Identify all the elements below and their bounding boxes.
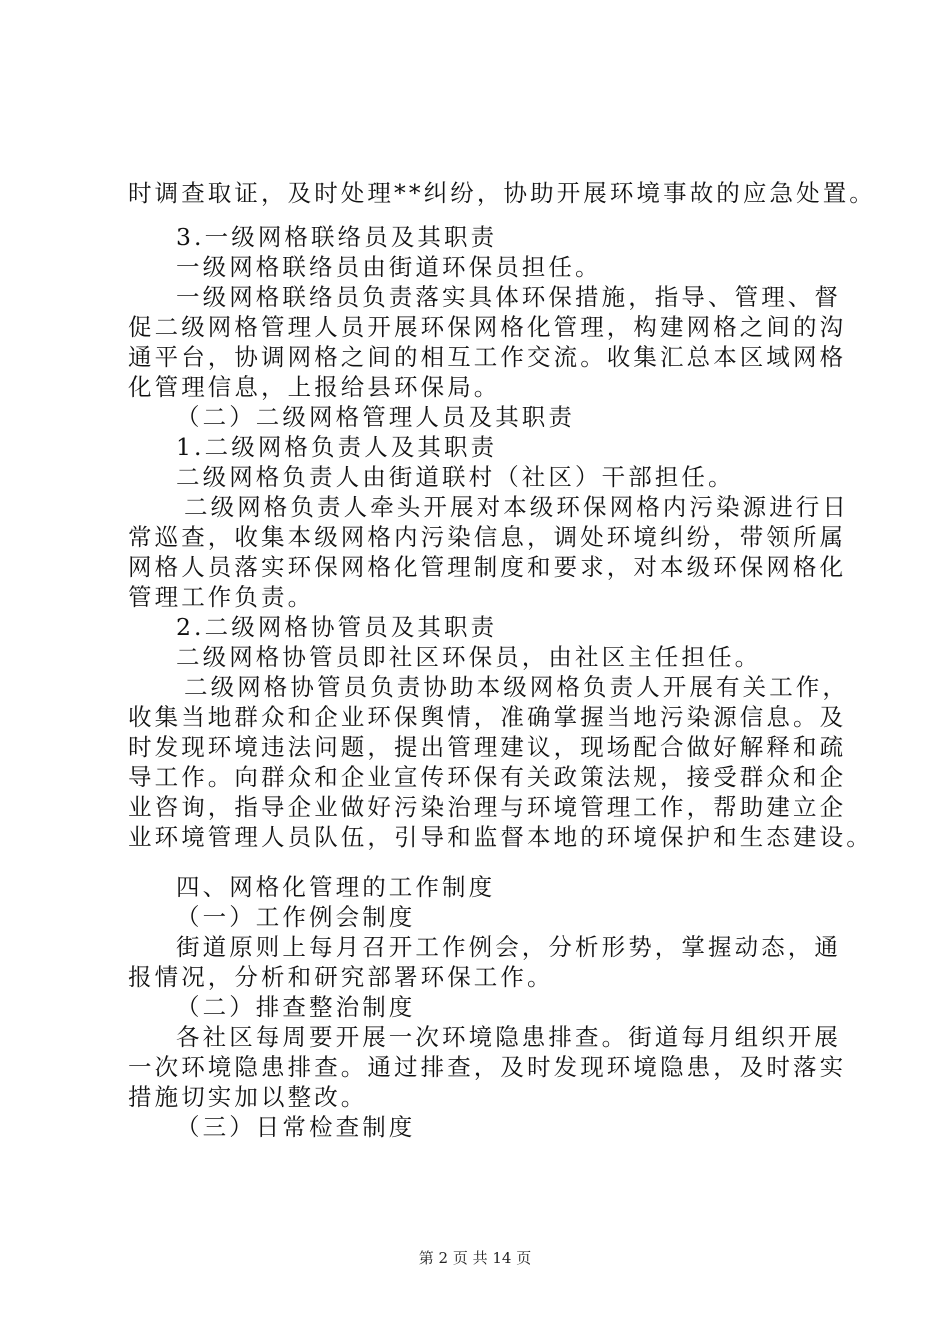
section-heading: 1.二级网格负责人及其职责 bbox=[176, 433, 498, 461]
section-heading: （一）工作例会制度 bbox=[176, 903, 416, 931]
text-line: 二级网格负责人由街道联村（社区）干部担任。 bbox=[176, 463, 735, 491]
text-line: 网格人员落实环保网格化管理制度和要求，对本级环保网格化 bbox=[128, 553, 847, 581]
document-body bbox=[128, 178, 876, 1142]
section-heading: 3.一级网格联络员及其职责 bbox=[176, 223, 498, 251]
section-heading: （三）日常检查制度 bbox=[176, 1113, 416, 1141]
text-line: 业环境管理人员队伍，引导和监督本地的环境保护和生态建设。 bbox=[128, 823, 873, 851]
text-line: 时调查取证，及时处理**纠纷，协助开展环境事故的应急处置。 bbox=[128, 179, 876, 207]
paragraph-first-line: 二级网格负责人牵头开展对本级环保网格内污染源进行日 bbox=[184, 493, 849, 521]
paragraph-first-line: 街道原则上每月召开工作例会，分析形势，掌握动态，通 bbox=[176, 933, 841, 961]
text-line: 收集当地群众和企业环保舆情，准确掌握当地污染源信息。及 bbox=[128, 703, 847, 731]
text-line: 一次环境隐患排查。通过排查，及时发现环境隐患，及时落实 bbox=[128, 1053, 847, 1081]
paragraph-first-line: 二级网格协管员负责协助本级网格负责人开展有关工作， bbox=[184, 673, 849, 701]
text-line: 二级网格协管员即社区环保员，由社区主任担任。 bbox=[176, 643, 762, 671]
section-heading: 2.二级网格协管员及其职责 bbox=[176, 613, 498, 641]
text-line: 通平台，协调网格之间的相互工作交流。收集汇总本区域网格 bbox=[128, 343, 847, 371]
text-line: 业咨询，指导企业做好污染治理与环境管理工作，帮助建立企 bbox=[128, 793, 847, 821]
text-line: 常巡查，收集本级网格内污染信息，调处环境纠纷，带领所属 bbox=[128, 523, 847, 551]
text-line: 报情况，分析和研究部署环保工作。 bbox=[128, 963, 554, 991]
section-heading: （二）二级网格管理人员及其职责 bbox=[176, 403, 575, 431]
text-line: 促二级网格管理人员开展环保网格化管理，构建网格之间的沟 bbox=[128, 313, 847, 341]
text-line: 导工作。向群众和企业宣传环保有关政策法规，接受群众和企 bbox=[128, 763, 847, 791]
text-line: 化管理信息，上报给县环保局。 bbox=[128, 373, 501, 401]
section-heading: （二）排查整治制度 bbox=[176, 993, 416, 1021]
section-heading: 四、网格化管理的工作制度 bbox=[176, 873, 496, 901]
text-line: 管理工作负责。 bbox=[128, 583, 315, 611]
text-line: 措施切实加以整改。 bbox=[128, 1083, 368, 1111]
paragraph-first-line: 各社区每周要开展一次环境隐患排查。街道每月组织开展 bbox=[176, 1023, 841, 1051]
page-number-label: 第 2 页 共 14 页 bbox=[418, 1249, 532, 1267]
paragraph-first-line: 一级网格联络员负责落实具体环保措施，指导、管理、督 bbox=[176, 283, 841, 311]
text-line: 一级网格联络员由街道环保员担任。 bbox=[176, 253, 602, 281]
page-footer bbox=[0, 1247, 950, 1268]
text-line: 时发现环境违法问题，提出管理建议，现场配合做好解释和疏 bbox=[128, 733, 847, 761]
